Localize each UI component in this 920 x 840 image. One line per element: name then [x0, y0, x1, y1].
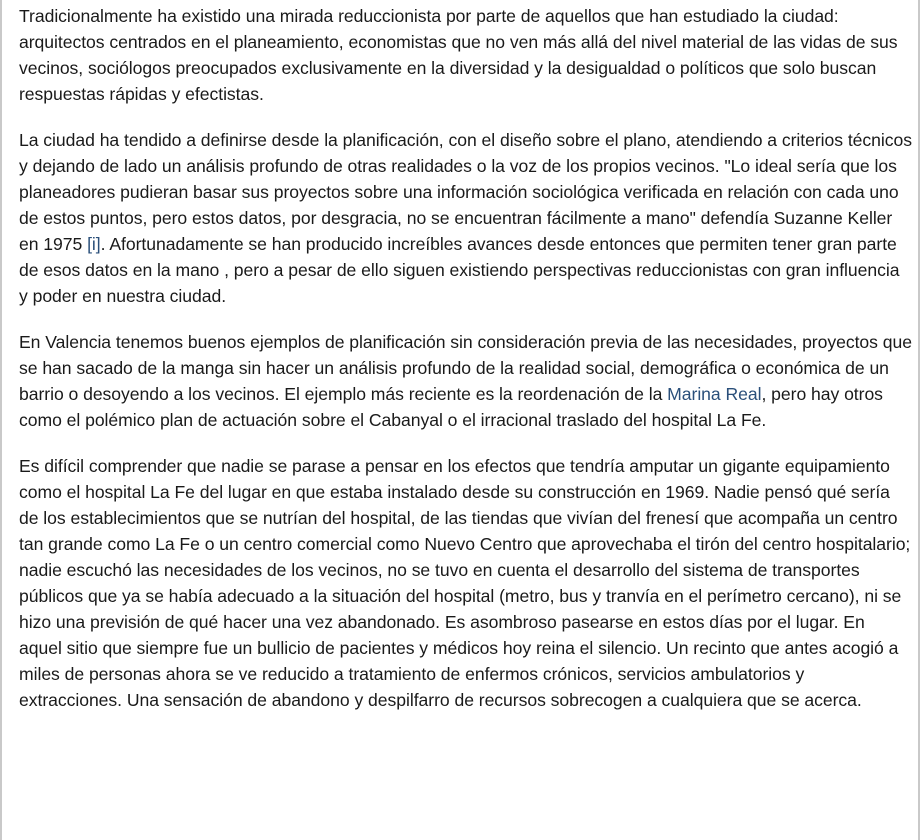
footnote-link-i[interactable]: [i] — [87, 234, 101, 254]
paragraph-valencia — [19, 329, 912, 433]
paragraph-planning-text-start: La ciudad ha tendido a definirse desde la planificación, con el diseño sobre el plano, atendiendo a criterios técnicos y dejando de lado un análisis profundo de otras realidades o la voz de los propios vecinos. "Lo ideal sería que los planeadores pudieran basar sus proyectos sobre una información sociológica verificada en relación con cada uno de estos puntos, pero estos datos, por desgracia, no se encuentran fácilmente a mano" defendía Suzanne Keller en 1975 — [19, 130, 912, 254]
marina-real-link[interactable]: Marina Real — [667, 384, 762, 404]
paragraph-la-fe: Es difícil comprender que nadie se parase a pensar en los efectos que tendría amputar un gigante equipamiento como el hospital La Fe del lugar en que estaba instalado desde su construcción en 1969. Nadie pensó qué sería de los establecimientos que se nutrían del hospital, de las tiendas que vivían del frenesí que acompaña un centro tan grande como La Fe o un centro comercial como Nuevo Centro que aprovechaba el tirón del centro hospitalario; nadie escuchó las necesidades de los vecinos, no se tuvo en cuenta el desarrollo del sistema de transportes públicos que ya se había adecuado a la situación del hospital (metro, bus y tranvía en el perímetro cercano), ni se hizo una previsión de qué hacer una vez abandonado. Es asombroso pasearse en estos días por el lugar. En aquel sitio que siempre fue un bullicio de pacientes y médicos hoy reina el silencio. Un recinto que antes acogió a miles de personas ahora se ve reducido a tratamiento de enfermos crónicos, servicios ambulatorios y extracciones. Una sensación de abandono y despilfarro de recursos sobrecogen a cualquiera que se acerca. — [19, 456, 911, 710]
paragraph-intro: Tradicionalmente ha existido una mirada reduccionista por parte de aquellos que han estudiado la ciudad: arquitectos centrados en el planeamiento, economistas que no ven más allá del nivel material de las vidas de sus vecinos, sociólogos preocupados exclusivamente en la diversidad y la desigualdad o políticos que solo buscan respuestas rápidas y efectistas. — [19, 6, 898, 104]
paragraph-valencia-text-end: , pero hay otros como el polémico plan de actuación sobre el Cabanyal o el irracional traslado del hospital La Fe. — [19, 384, 883, 430]
paragraph-valencia-text-start: En Valencia tenemos buenos ejemplos de planificación sin consideración previa de las necesidades, proyectos que se han sacado de la manga sin hacer un análisis profundo de la realidad social, demográfica o económica de un barrio o desoyendo a los vecinos. El ejemplo más reciente es la reordenación de la — [19, 332, 912, 404]
paragraph-planning-text-end: . Afortunadamente se han producido increíbles avances desde entonces que permiten tener gran parte de esos datos en la mano , pero a pesar de ello siguen existiendo perspectivas reduccionistas con gran influencia y poder en nuestra ciudad. — [19, 234, 900, 306]
paragraph-planning — [19, 127, 912, 309]
